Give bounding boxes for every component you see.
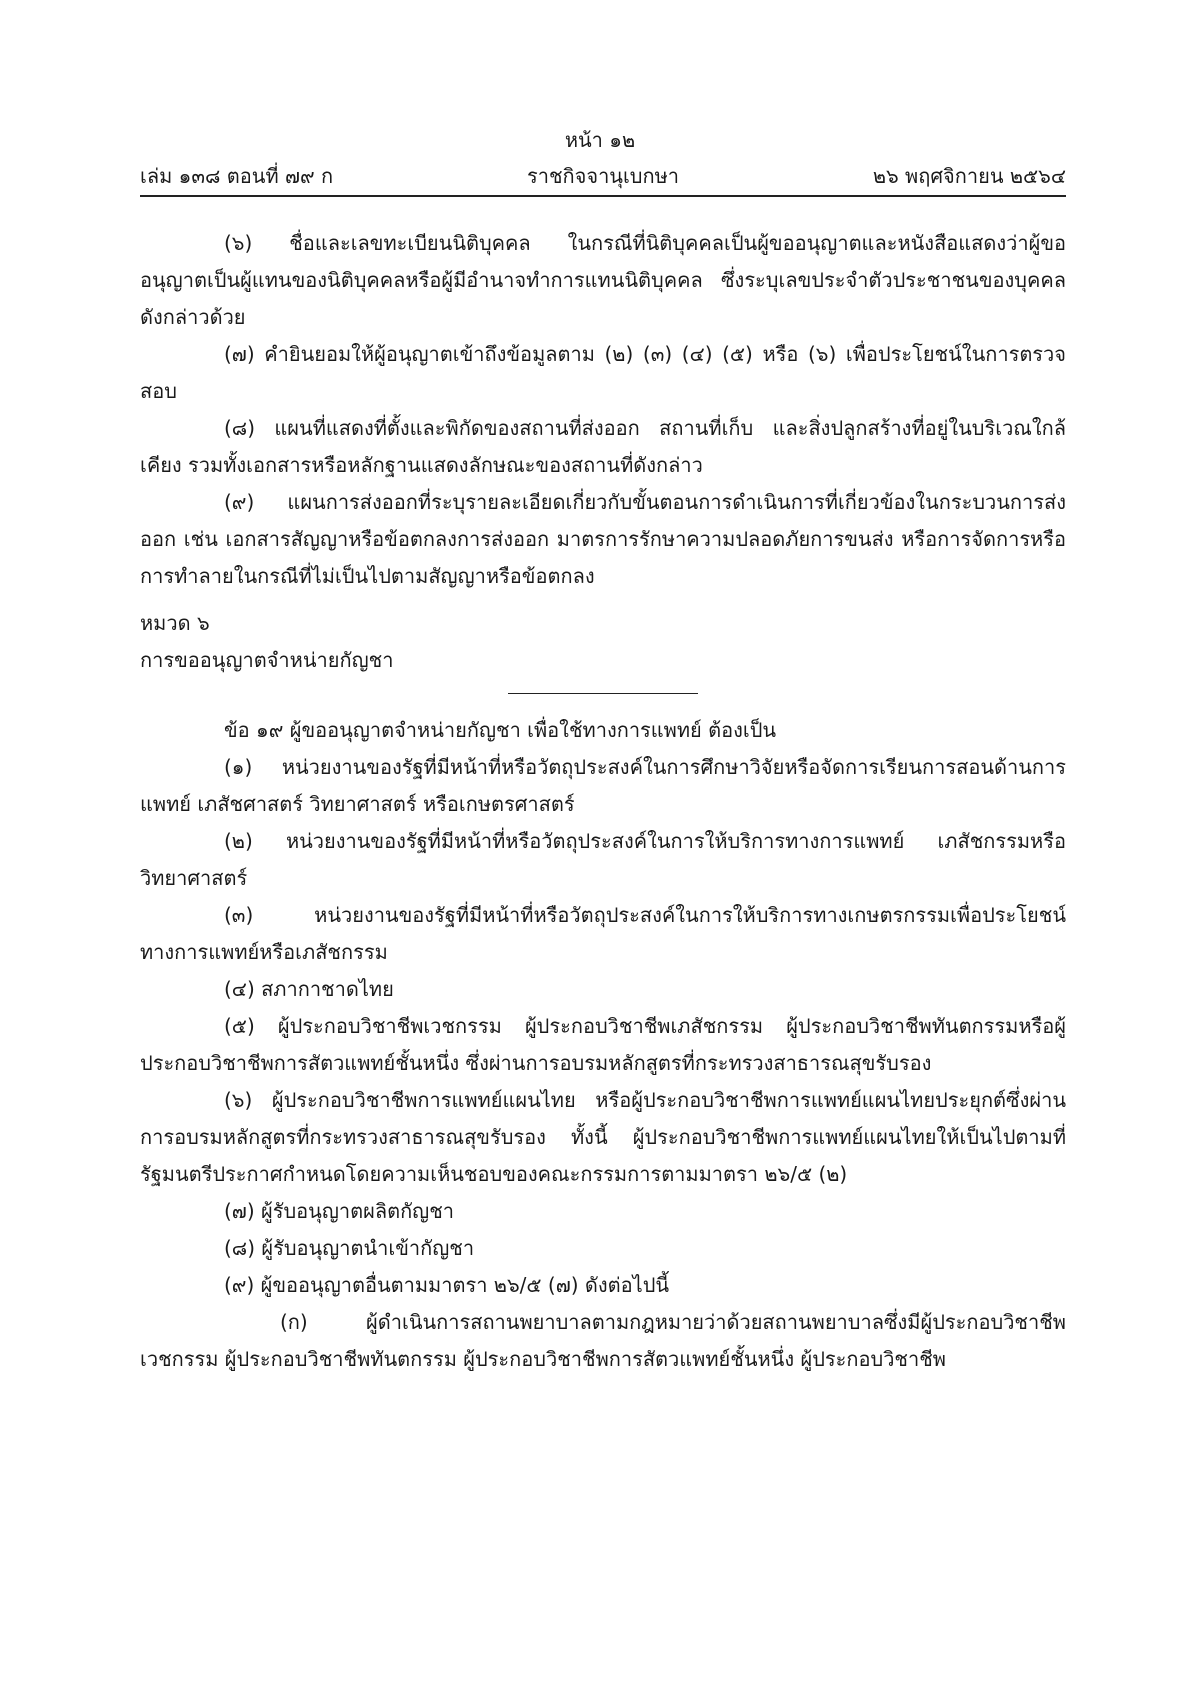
paragraph: (๑) หน่วยงานของรัฐที่มีหน้าที่หรือวัตถุประสงค์ในการศึกษาวิจัยหรือจัดการเรียนการสอนด้านการแพทย์ เภสัชศาสตร์ วิทยาศาสตร์ หรือเกษตรศาสตร์ [140,755,1066,816]
paragraph: (๕) ผู้ประกอบวิชาชีพเวชกรรม ผู้ประกอบวิชาชีพเภสัชกรรม ผู้ประกอบวิชาชีพทันตกรรมหรือผู้ประกอบวิชาชีพการสัตวแพทย์ชั้นหนึ่ง ซึ่งผ่านการอบรมหลักสูตรที่กระทรวงสาธารณสุขรับรอง [140,1014,1066,1075]
sub-paragraph: (ก) ผู้ดำเนินการสถานพยาบาลตามกฎหมายว่าด้วยสถานพยาบาลซึ่งมีผู้ประกอบวิชาชีพเวชกรรม ผู้ประกอบวิชาชีพทันตกรรม ผู้ประกอบวิชาชีพการสัตวแพทย์ชั้นหนึ่ง ผู้ประกอบวิชาชีพ [140,1310,1066,1371]
paragraph: (๖) ผู้ประกอบวิชาชีพการแพทย์แผนไทย หรือผู้ประกอบวิชาชีพการแพทย์แผนไทยประยุกต์ซึ่งผ่านการอบรมหลักสูตรที่กระทรวงสาธารณสุขรับรอง ทั้งนี้ ผู้ประกอบวิชาชีพการแพทย์แผนไทยให้เป็นไปตามที่รัฐมนตรีประกาศกำหนดโดยความเห็นชอบของคณะกรรมการตามมาตรา ๒๖/๕ (๒) [140,1088,1066,1186]
section-paragraphs [140,225,1066,595]
volume-issue: เล่ม ๑๓๘ ตอนที่ ๗๙ ก [140,164,334,188]
document-body [140,225,1066,1378]
paragraph: (๙) ผู้ขออนุญาตอื่นตามมาตรา ๒๖/๕ (๗) ดังต่อไปนี้ [224,1273,670,1297]
publication-date: ๒๖ พฤศจิกายน ๒๕๖๔ [872,164,1066,188]
chapter-number: หมวด ๖ [140,611,210,635]
paragraph: (๙) แผนการส่งออกที่ระบุรายละเอียดเกี่ยวกับขั้นตอนการดำเนินการที่เกี่ยวข้องในกระบวนการส่งออก เช่น เอกสารสัญญาหรือข้อตกลงการส่งออก มาตรการรักษาความปลอดภัยการขนส่ง หรือการจัดการหรือการทำลายในกรณีที่ไม่เป็นไปตามสัญญาหรือข้อตกลง [140,490,1066,588]
paragraph: (๒) หน่วยงานของรัฐที่มีหน้าที่หรือวัตถุประสงค์ในการให้บริการทางการแพทย์ เภสัชกรรมหรือวิทยาศาสตร์ [140,829,1066,890]
header-divider [140,195,1066,197]
chapter-divider [508,693,698,694]
chapter-title: การขออนุญาตจำหน่ายกัญชา [140,648,394,672]
paragraph: (๘) ผู้รับอนุญาตนำเข้ากัญชา [224,1236,475,1260]
paragraph: (๓) หน่วยงานของรัฐที่มีหน้าที่หรือวัตถุประสงค์ในการให้บริการทางเกษตรกรรมเพื่อประโยชน์ทางการแพทย์หรือเภสัชกรรม [140,903,1066,964]
gazette-title: ราชกิจจานุเบกษา [526,164,680,188]
clause-paragraphs [140,712,1066,1378]
gazette-header [140,160,1066,190]
paragraph: (๔) สภากาชาดไทย [224,977,394,1001]
paragraph: (๘) แผนที่แสดงที่ตั้งและพิกัดของสถานที่ส่งออก สถานที่เก็บ และสิ่งปลูกสร้างที่อยู่ในบริเวณใกล้เคียง รวมทั้งเอกสารหรือหลักฐานแสดงลักษณะของสถานที่ดังกล่าว [140,416,1066,477]
clause-heading: ข้อ ๑๙ ผู้ขออนุญาตจำหน่ายกัญชา เพื่อใช้ทางการแพทย์ ต้องเป็น [224,718,777,742]
page-number: หน้า ๑๒ [564,128,636,152]
paragraph: (๗) ผู้รับอนุญาตผลิตกัญชา [224,1199,455,1223]
paragraph: (๖) ชื่อและเลขทะเบียนนิติบุคคล ในกรณีที่นิติบุคคลเป็นผู้ขออนุญาตและหนังสือแสดงว่าผู้ขออนุญาตเป็นผู้แทนของนิติบุคคลหรือผู้มีอำนาจทำการแทนนิติบุคคล ซึ่งระบุเลขประจำตัวประชาชนของบุคคลดังกล่าวด้วย [140,231,1066,329]
paragraph: (๗) คำยินยอมให้ผู้อนุญาตเข้าถึงข้อมูลตาม (๒) (๓) (๔) (๕) หรือ (๖) เพื่อประโยชน์ในการตรวจสอบ [140,342,1066,403]
